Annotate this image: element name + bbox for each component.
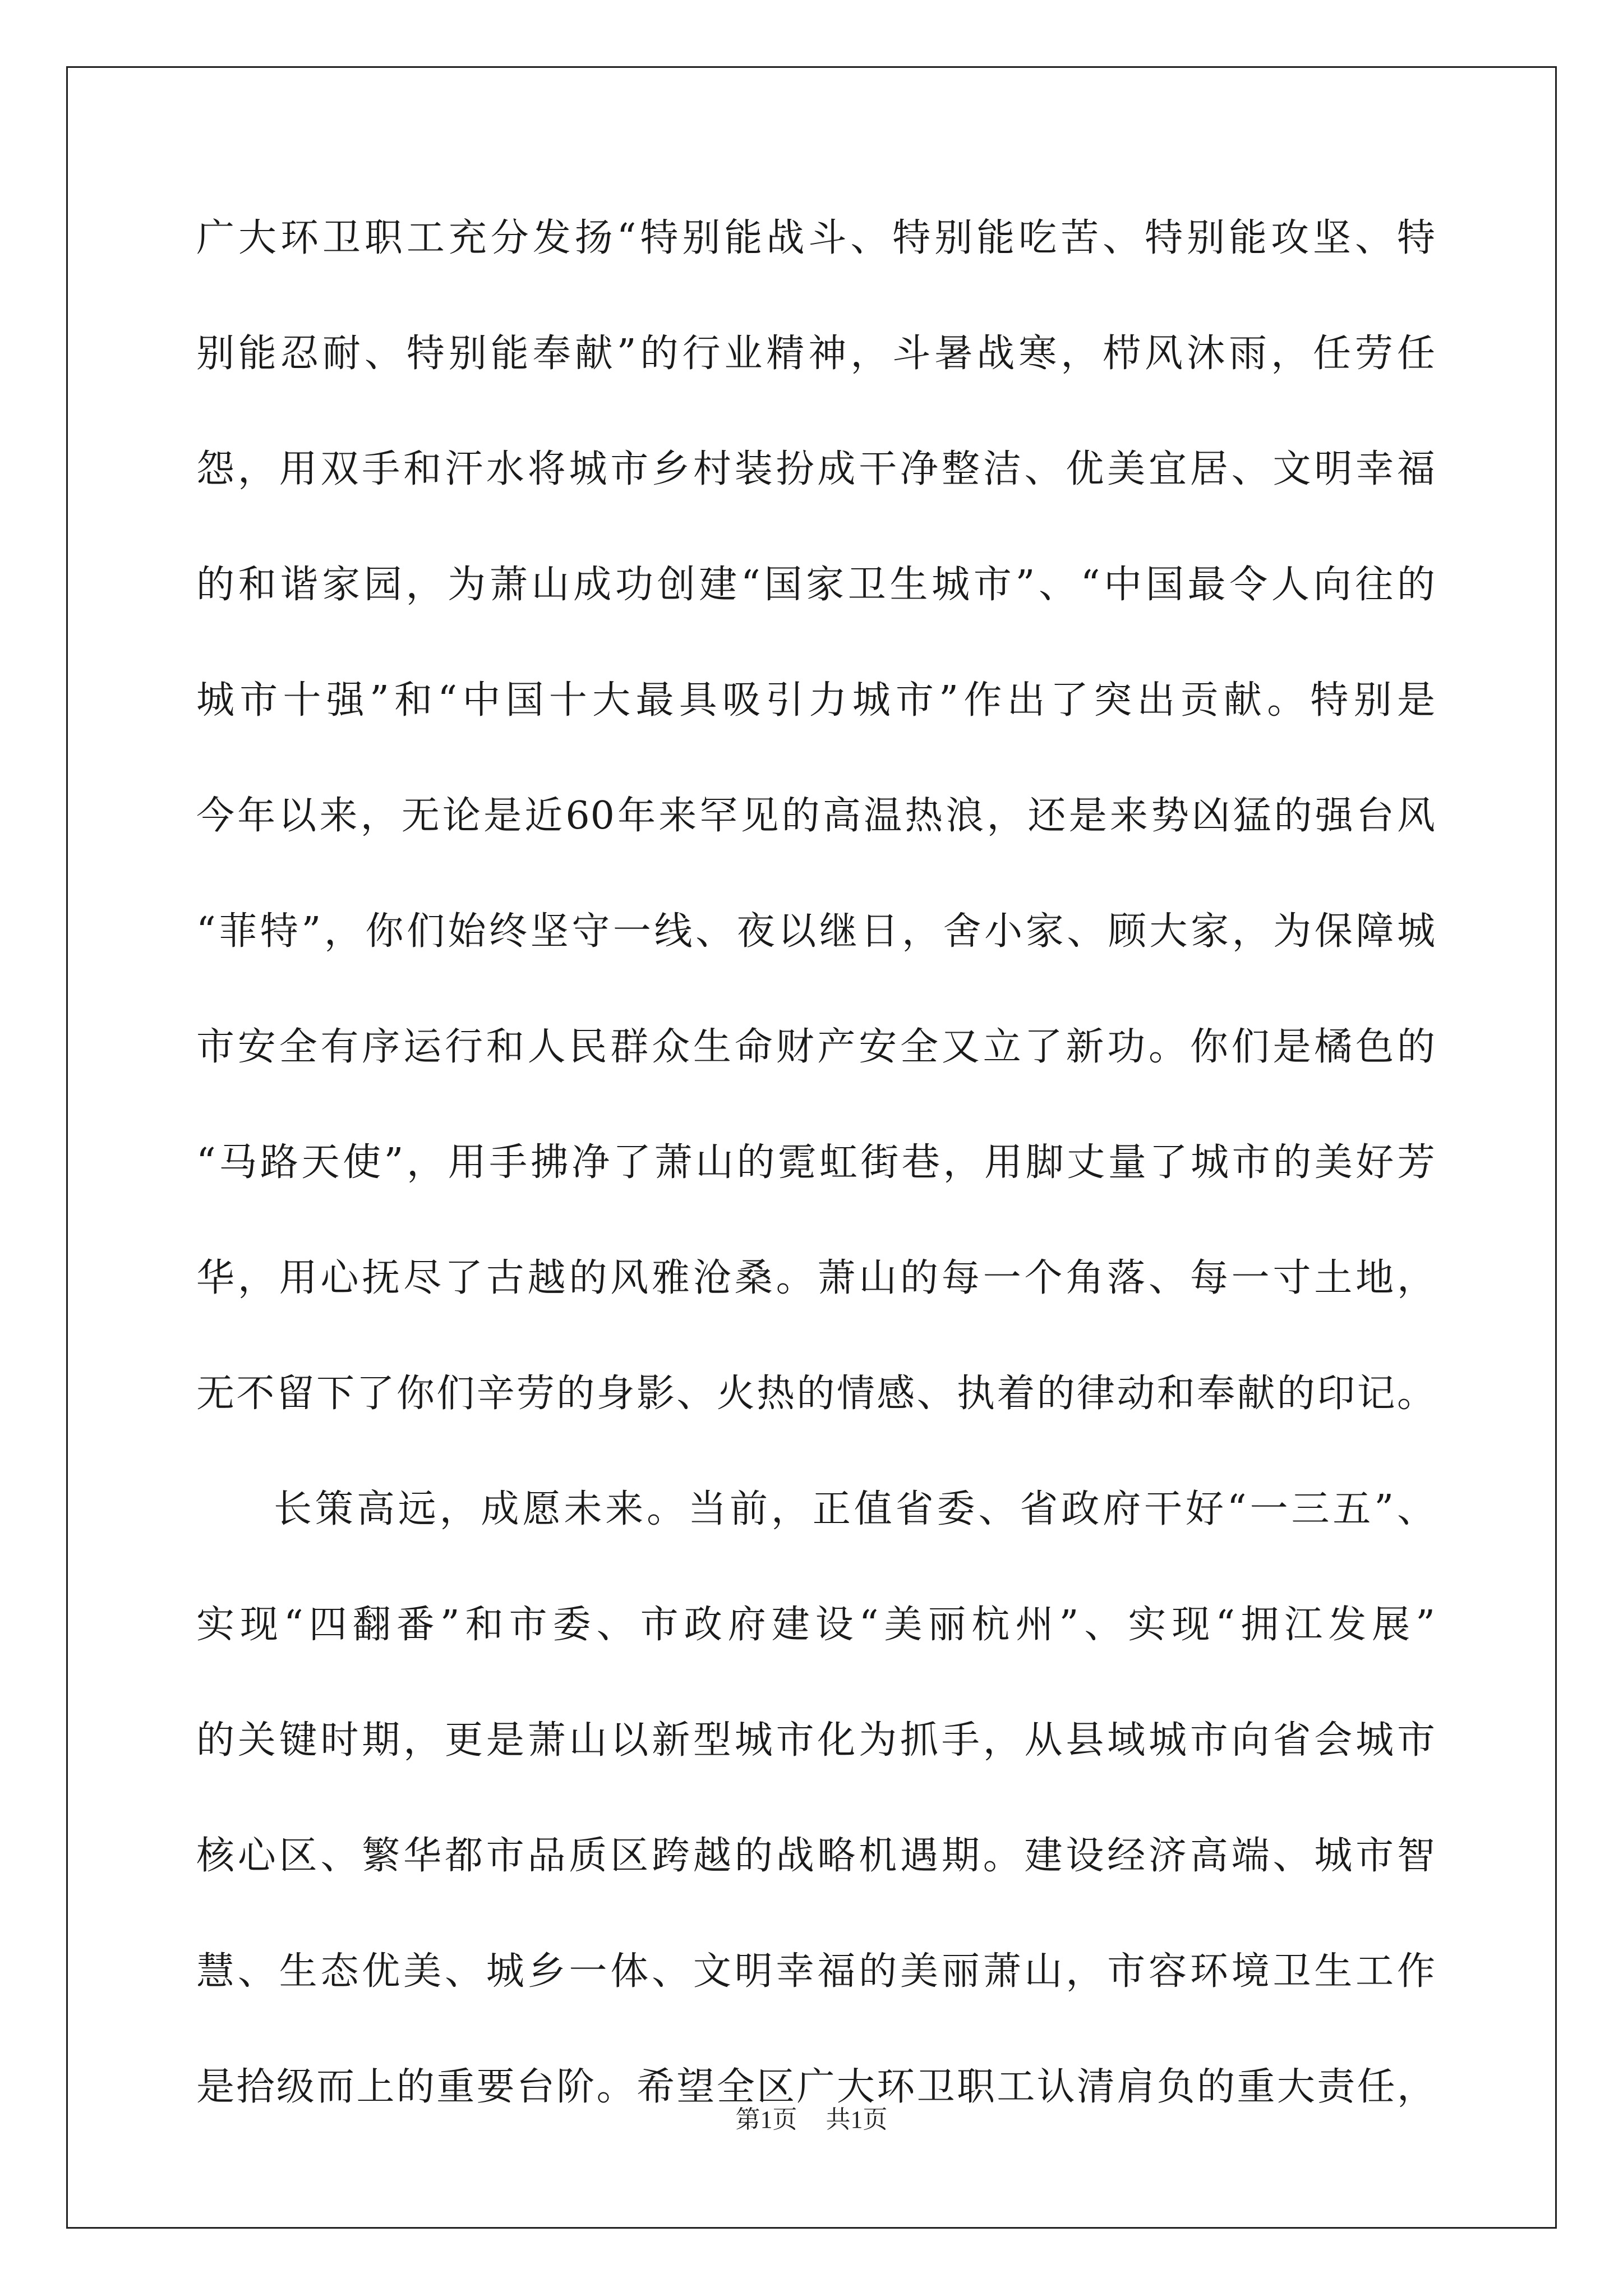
text-line: 广大环卫职工充分发扬“特别能战斗、特别能吃苦、特别能攻坚、特 [196,216,1436,260]
page-total: 共1页 [826,2106,888,2133]
text-line: “马路天使”，用手拂净了萧山的霓虹街巷，用脚丈量了城市的美好芳 [196,1140,1436,1185]
paragraph-end-line: 无不留下了你们辛劳的身影、火热的情感、执着的律动和奉献的印记。 [196,1372,1436,1416]
text-line: 怨，用双手和汗水将城市乡村装扮成干净整洁、优美宜居、文明幸福 [196,447,1436,491]
text-line: 的关键时期，更是萧山以新型城市化为抓手，从县域城市向省会城市 [196,1718,1436,1763]
text-line: 核心区、繁华都市品质区跨越的战略机遇期。建设经济高端、城市智 [196,1834,1436,1878]
paragraph-start-line: 长策高远，成愿未来。当前，正值省委、省政府干好“一三五”、 [274,1487,1436,1531]
text-line: 市安全有序运行和人民群众生命财产安全又立了新功。你们是橘色的 [196,1025,1436,1069]
text-line: 城市十强”和“中国十大最具吸引力城市”作出了突出贡献。特别是 [196,678,1436,723]
text-line: 慧、生态优美、城乡一体、文明幸福的美丽萧山，市容环境卫生工作 [196,1949,1436,1994]
body-text [196,210,1436,2175]
text-line: 别能忍耐、特别能奉献”的行业精神，斗暑战寒，栉风沐雨，任劳任 [196,332,1436,376]
page-footer [0,2099,1623,2135]
text-line: 是拾级而上的重要台阶。希望全区广大环卫职工认清肩负的重大责任， [196,2065,1436,2109]
page-number: 第1页 [735,2106,797,2133]
text-line: 实现“四翻番”和市委、市政府建设“美丽杭州”、实现“拥江发展” [196,1603,1436,1647]
text-line: 的和谐家园，为萧山成功创建“国家卫生城市”、“中国最令人向往的 [196,563,1436,607]
text-line: 今年以来，无论是近60年来罕见的高温热浪，还是来势凶猛的强台风 [196,794,1436,838]
text-line: 华，用心抚尽了古越的风雅沧桑。萧山的每一个角落、每一寸土地， [196,1256,1436,1300]
text-line: “菲特”，你们始终坚守一线、夜以继日，舍小家、顾大家，为保障城 [196,909,1436,954]
